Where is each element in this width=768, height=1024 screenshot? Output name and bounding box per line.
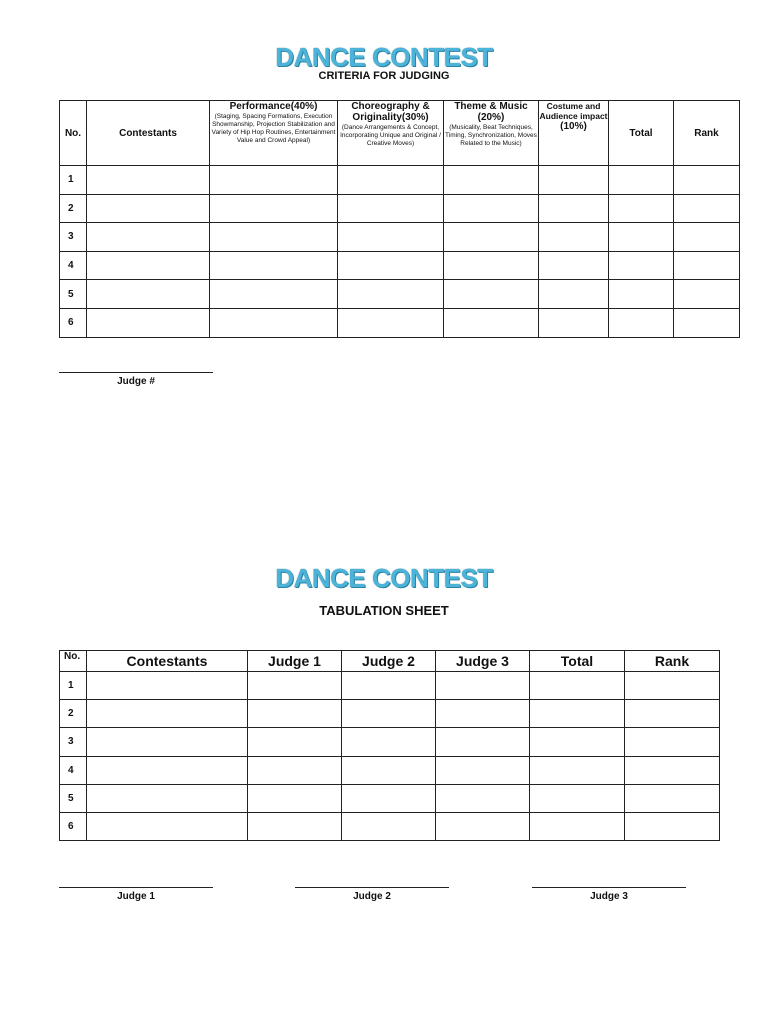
col-header-no: No. [60,101,87,166]
col-header-no: No. [60,651,87,672]
rank-cell[interactable] [625,728,720,756]
contestant-cell[interactable] [87,728,248,756]
rank-cell[interactable] [625,756,720,784]
score-cell[interactable] [210,280,338,309]
judge-signature-label: Judge # [117,376,155,387]
score-cell[interactable] [338,308,444,337]
rank-cell[interactable] [674,166,740,195]
judge2-cell[interactable] [342,812,436,840]
score-cell[interactable] [444,223,539,252]
judge2-cell[interactable] [342,756,436,784]
rank-cell[interactable] [625,784,720,812]
row-number: 3 [60,728,87,756]
judge2-cell[interactable] [342,672,436,700]
theme-label: Theme & Music (20%) [454,101,528,123]
row-number: 4 [60,756,87,784]
total-cell[interactable] [530,784,625,812]
choreography-desc: (Dance Arrangements & Concept, Incorporating Unique and Original / Creative Moves) [340,124,441,147]
table-row [60,223,740,252]
total-cell[interactable] [530,756,625,784]
score-cell[interactable] [539,308,609,337]
judge1-signature-label: Judge 1 [117,891,155,902]
table-row [60,728,720,756]
col-header-theme [444,101,539,166]
score-cell[interactable] [539,223,609,252]
table-row [60,166,740,195]
judge2-signature-label: Judge 2 [353,891,391,902]
criteria-subtitle: CRITERIA FOR JUDGING [318,70,450,82]
score-cell[interactable] [338,223,444,252]
contestant-cell[interactable] [87,756,248,784]
total-cell[interactable] [530,672,625,700]
score-cell[interactable] [444,194,539,223]
rank-cell[interactable] [674,308,740,337]
judge2-cell[interactable] [342,728,436,756]
col-header-total: Total [530,651,625,672]
row-number: 6 [60,812,87,840]
score-cell[interactable] [539,251,609,280]
col-header-contestants: Contestants [87,651,248,672]
row-number: 4 [60,251,87,280]
table-row [60,812,720,840]
tabulation-subtitle: TABULATION SHEET [319,603,449,618]
costume-pct: (10%) [560,121,587,132]
score-cell[interactable] [338,166,444,195]
contestant-cell[interactable] [87,812,248,840]
total-cell[interactable] [609,251,674,280]
criteria-table [59,100,740,338]
col-header-total: Total [609,101,674,166]
row-number: 5 [60,784,87,812]
row-number: 3 [60,223,87,252]
theme-desc: (Musicality, Beat Techniques, Timing, Synchronization, Moves Related to the Music) [445,124,537,147]
total-cell[interactable] [609,308,674,337]
row-number: 5 [60,280,87,309]
score-cell[interactable] [210,308,338,337]
total-cell[interactable] [609,194,674,223]
row-number: 1 [60,166,87,195]
table-row [60,280,740,309]
rank-cell[interactable] [674,223,740,252]
score-cell[interactable] [444,280,539,309]
score-cell[interactable] [539,166,609,195]
judge2-cell[interactable] [342,784,436,812]
judge3-cell[interactable] [436,784,530,812]
tabulation-title: DANCE CONTEST [275,563,493,593]
judge1-cell[interactable] [248,728,342,756]
judge3-cell[interactable] [436,672,530,700]
contestant-cell[interactable] [87,166,210,195]
total-cell[interactable] [530,812,625,840]
tabulation-table [59,650,720,841]
row-number: 6 [60,308,87,337]
score-cell[interactable] [210,223,338,252]
total-cell[interactable] [609,223,674,252]
col-header-judge2: Judge 2 [342,651,436,672]
contestant-cell[interactable] [87,194,210,223]
total-cell[interactable] [530,700,625,728]
rank-cell[interactable] [674,251,740,280]
col-header-choreography [338,101,444,166]
col-header-costume [539,101,609,166]
table-row [60,784,720,812]
table-row [60,672,720,700]
judge1-cell[interactable] [248,672,342,700]
judge3-cell[interactable] [436,700,530,728]
contestant-cell[interactable] [87,280,210,309]
total-cell[interactable] [609,166,674,195]
score-cell[interactable] [444,166,539,195]
score-cell[interactable] [210,166,338,195]
row-number: 2 [60,194,87,223]
rank-cell[interactable] [625,672,720,700]
rank-cell[interactable] [674,194,740,223]
choreography-label: Choreography & Originality(30%) [351,101,430,123]
judge1-cell[interactable] [248,700,342,728]
judge2-signature-line[interactable] [295,887,449,888]
judge1-cell[interactable] [248,756,342,784]
score-cell[interactable] [338,251,444,280]
col-header-performance [210,101,338,166]
judge1-cell[interactable] [248,784,342,812]
judge3-cell[interactable] [436,728,530,756]
table-row [60,194,740,223]
contestant-cell[interactable] [87,700,248,728]
table-row [60,308,740,337]
judge3-signature-label: Judge 3 [590,891,628,902]
costume-label: Costume and Audience impact [539,101,608,121]
judge3-cell[interactable] [436,812,530,840]
total-cell[interactable] [530,728,625,756]
contestant-cell[interactable] [87,672,248,700]
col-header-rank: Rank [674,101,740,166]
criteria-title: DANCE CONTEST [275,42,493,72]
rank-cell[interactable] [625,812,720,840]
judge1-signature-line[interactable] [59,887,213,888]
judge1-cell[interactable] [248,812,342,840]
table-row [60,756,720,784]
score-cell[interactable] [210,194,338,223]
judge3-cell[interactable] [436,756,530,784]
rank-cell[interactable] [674,280,740,309]
contestant-cell[interactable] [87,308,210,337]
rank-cell[interactable] [625,700,720,728]
judge-signature-line[interactable] [59,372,213,373]
performance-label: Performance(40%) [229,101,318,112]
contestant-cell[interactable] [87,223,210,252]
row-number: 2 [60,700,87,728]
score-cell[interactable] [338,194,444,223]
judge2-cell[interactable] [342,700,436,728]
total-cell[interactable] [609,280,674,309]
col-header-judge3: Judge 3 [436,651,530,672]
judge3-signature-line[interactable] [532,887,686,888]
score-cell[interactable] [444,308,539,337]
col-header-contestants: Contestants [87,101,210,166]
performance-desc: (Staging, Spacing Formations, Execution Showmanship, Projection Stabilization and Variety of Hip Hop Routines, Entertainment Value and Crowd Appeal) [211,113,336,144]
col-header-rank: Rank [625,651,720,672]
table-row [60,700,720,728]
contestant-cell[interactable] [87,251,210,280]
col-header-judge1: Judge 1 [248,651,342,672]
score-cell[interactable] [210,251,338,280]
score-cell[interactable] [539,194,609,223]
row-number: 1 [60,672,87,700]
score-cell[interactable] [338,280,444,309]
contestant-cell[interactable] [87,784,248,812]
score-cell[interactable] [444,251,539,280]
score-cell[interactable] [539,280,609,309]
table-row [60,251,740,280]
